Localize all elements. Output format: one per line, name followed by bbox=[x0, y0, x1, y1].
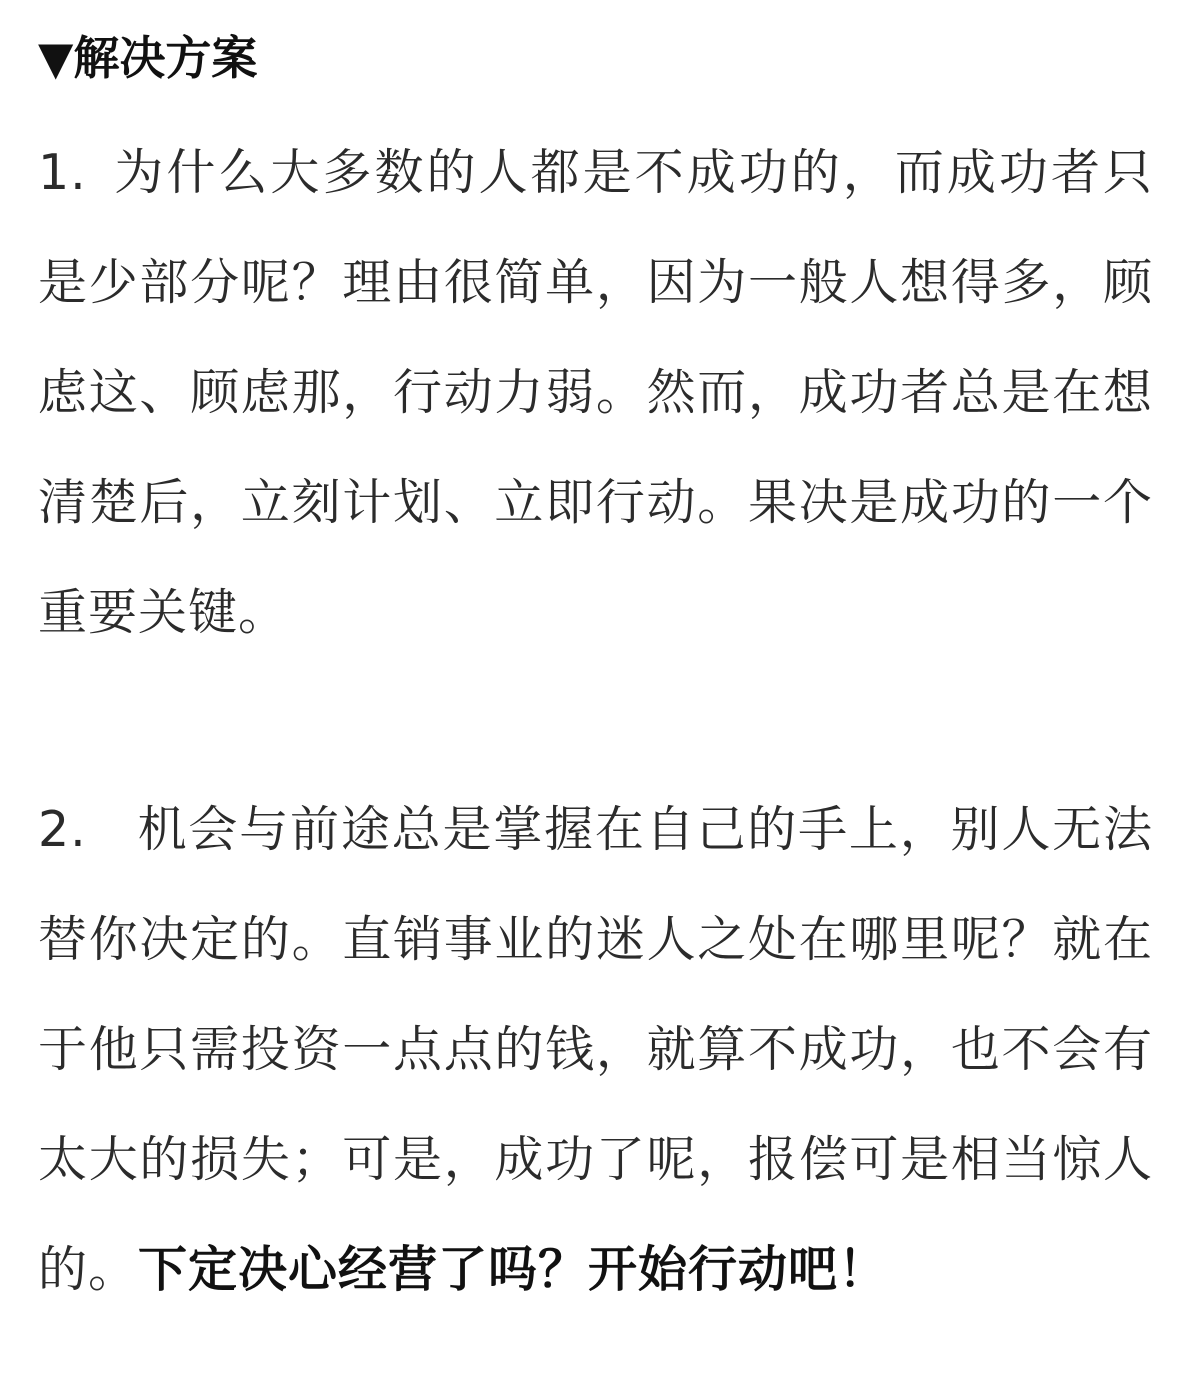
paragraph-1-number: 1. bbox=[38, 144, 87, 201]
paragraph-1-text: 为什么大多数的人都是不成功的，而成功者只是少部分呢？理由很简单，因为一般人想得多，顾虑这、顾虑那，行动力弱。然而，成功者总是在想清楚后，立刻计划、立即行动。果决是成功的一个重要关键。 bbox=[38, 144, 1153, 641]
triangle-marker-icon: ▼ bbox=[38, 31, 74, 85]
paragraph-2 bbox=[38, 775, 1153, 1325]
section-heading bbox=[38, 28, 257, 88]
paragraph-1 bbox=[38, 118, 1153, 668]
paragraph-2-number: 2. bbox=[38, 801, 87, 858]
section-heading-text: 解决方案 bbox=[73, 31, 258, 85]
paragraph-2-text: 机会与前途总是掌握在自己的手上，别人无法替你决定的。直销事业的迷人之处在哪里呢？就在于他只需投资一点点的钱，就算不成功，也不会有太大的损失；可是，成功了呢，报偿可是相当惊人的。 bbox=[38, 801, 1153, 1298]
call-to-action-text: 下定决心经营了吗？开始行动吧！ bbox=[138, 1241, 889, 1298]
